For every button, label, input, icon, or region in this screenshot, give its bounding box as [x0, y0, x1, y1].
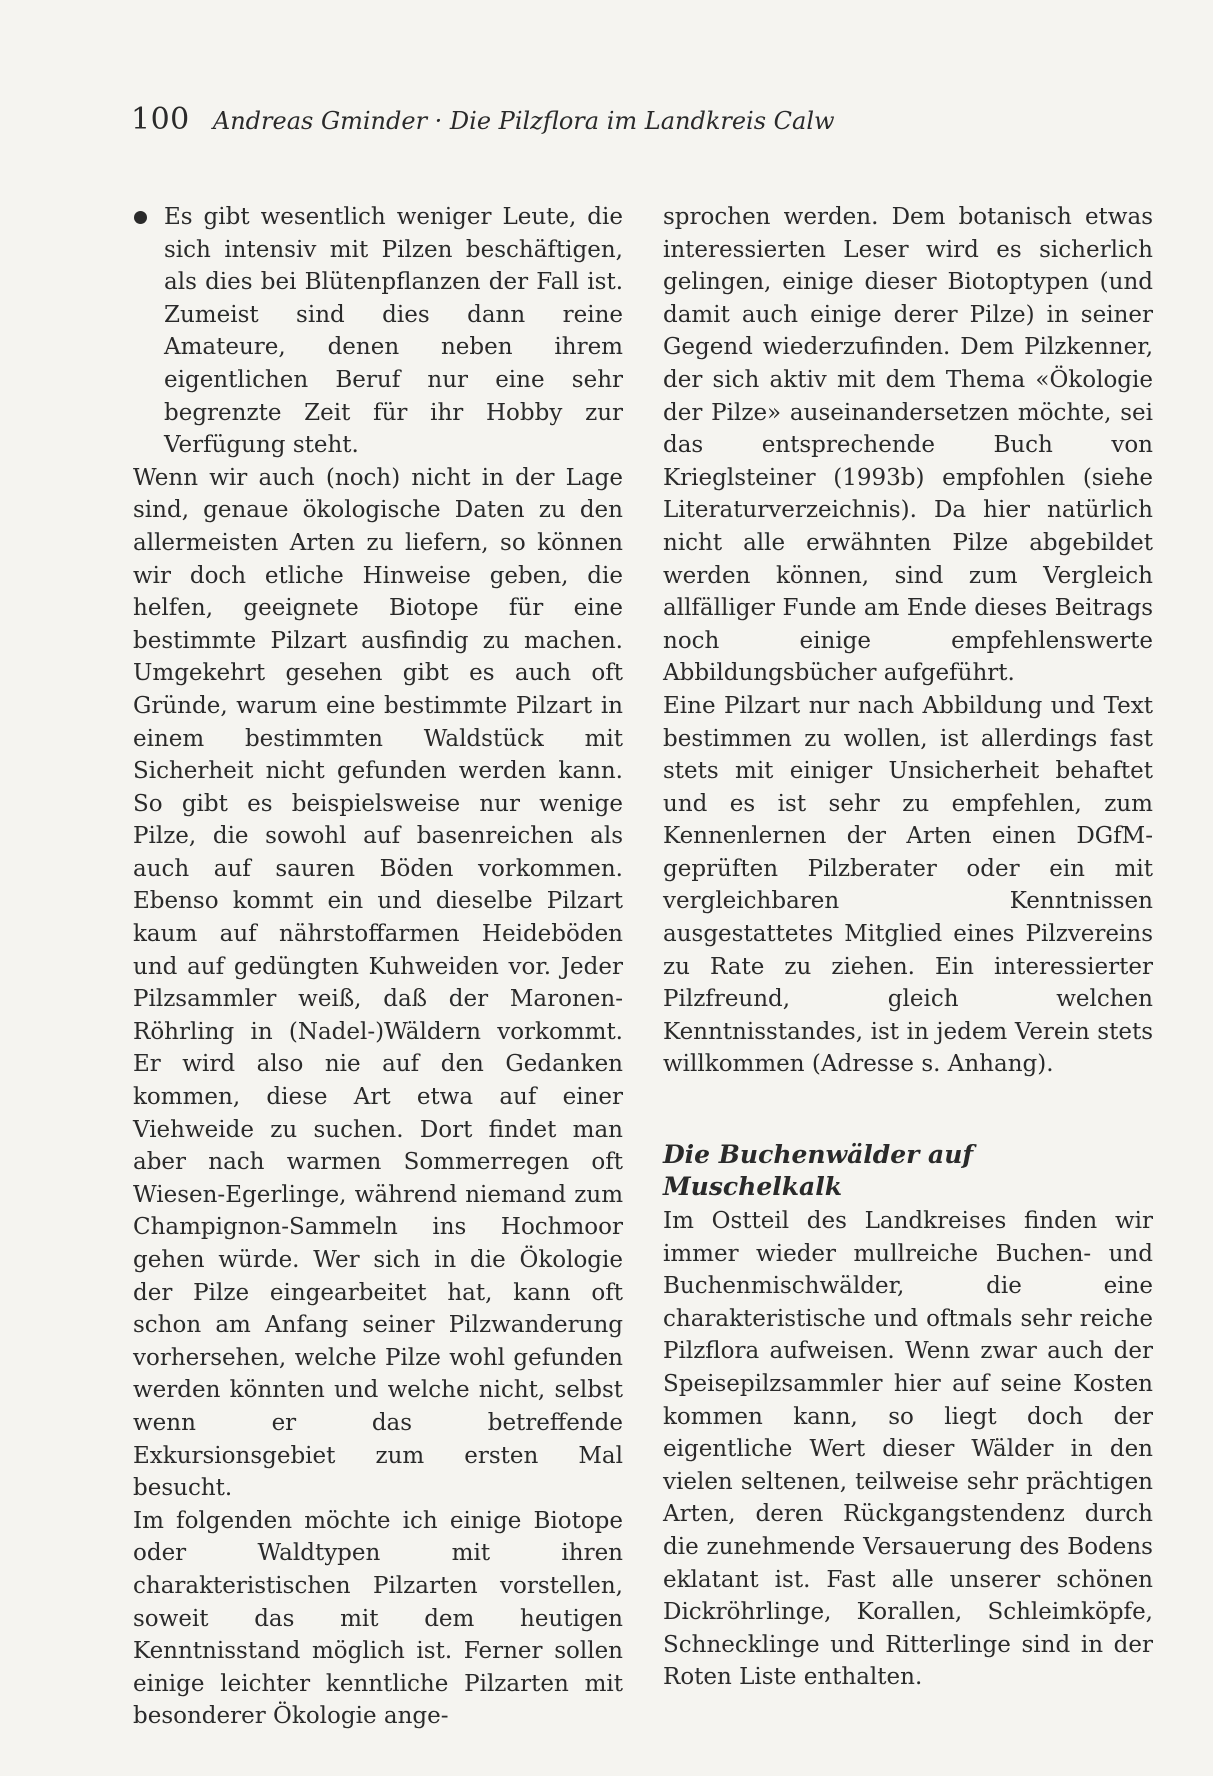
body-paragraph: sprochen werden. Dem botanisch etwas interessierten Leser wird es sicherlich gelingen, einige dieser Biotoptypen (und damit auch einige derer Pilze) in seiner Gegend wiederzufinden. Dem Pilzkenner, der sich aktiv mit dem Thema «Ökologie der Pilze» auseinandersetzen möchte, sei das entsprechende Buch von Krieglsteiner (1993b) empfohlen (siehe Literaturverzeichnis). Da hier natürlich nicht alle erwähnten Pilze abgebildet werden können, sind zum Vergleich allfälliger Funde am Ende dieses Beitrags noch einige empfehlenswerte Abbildungsbücher aufgeführt. — [663, 204, 1153, 687]
right-column — [663, 201, 1153, 1694]
running-title: Andreas Gminder · Die Pilzflora im Landkreis Calw — [212, 107, 835, 135]
body-paragraph: Im folgenden möchte ich einige Biotope oder Waldtypen mit ihren charakteristischen Pilzarten vorstellen, soweit das mit dem heutigen Kenntnisstand möglich ist. Ferner sollen einige leichter kenntliche Pilzarten mit besonderer Ökologie ange- — [133, 1507, 623, 1730]
left-column — [133, 201, 623, 1733]
bullet-icon — [134, 211, 147, 224]
running-header — [131, 102, 1071, 142]
section-heading: Die Buchenwälder auf Muschelkalk — [663, 1140, 974, 1202]
body-paragraph: Im Ostteil des Landkreises finden wir immer wieder mullreiche Buchen- und Buchenmischwälder, die eine charakteristische und oftmals sehr reiche Pilzflora aufweisen. Wenn zwar auch der Speisepilzsammler hier auf seine Kosten kommen kann, so liegt doch der eigentliche Wert dieser Wälder in den vielen seltenen, teilweise sehr prächtigen Arten, deren Rückgangstendenz durch die zunehmende Versauerung des Bodens eklatant ist. Fast alle unserer schönen Dickröhrlinge, Korallen, Schleimköpfe, Schnecklinge und Ritterlinge sind in der Roten Liste enthalten. — [663, 1208, 1153, 1691]
body-paragraph: Eine Pilzart nur nach Abbildung und Text bestimmen zu wollen, ist allerdings fast stets mit einiger Unsicherheit behaftet und es ist sehr zu empfehlen, zum Kennenlernen der Arten einen DGfM-geprüften Pilzberater oder ein mit vergleichbaren Kenntnissen ausgestattetes Mitglied eines Pilzvereins zu Rate zu ziehen. Ein interessierter Pilzfreund, gleich welchen Kenntnisstandes, ist in jedem Verein stets willkommen (Adresse s. Anhang). — [663, 692, 1153, 1078]
bullet-paragraph-text: Es gibt wesentlich weniger Leute, die sich intensiv mit Pilzen beschäftigen, als dies bei Blütenpflanzen der Fall ist. Zumeist sind dies dann reine Amateure, denen neben ihrem eigentlichen Beruf nur eine sehr begrenzte Zeit für ihr Hobby zur Verfügung steht. — [164, 204, 623, 459]
page-number: 100 — [131, 102, 190, 137]
body-paragraph: Wenn wir auch (noch) nicht in der Lage sind, genaue ökologische Daten zu den allermeisten Arten zu liefern, so können wir doch etliche Hinweise geben, die helfen, geeignete Biotope für eine bestimmte Pilzart ausfindig zu machen. Umgekehrt gesehen gibt es auch oft Gründe, warum eine bestimmte Pilzart in einem bestimmten Waldstück mit Sicherheit nicht gefunden werden kann. So gibt es beispielsweise nur wenige Pilze, die sowohl auf basenreichen als auch auf sauren Böden vorkommen. Ebenso kommt ein und dieselbe Pilzart kaum auf nährstoffarmen Heideböden und auf gedüngten Kuhweiden vor. Jeder Pilzsammler weiß, daß der Maronen-Röhrling in (Nadel-)Wäldern vorkommt. Er wird also nie auf den Gedanken kommen, diese Art etwa auf einer Viehweide zu suchen. Dort findet man aber nach warmen Sommerregen oft Wiesen-Egerlinge, während niemand zum Champignon-Sammeln ins Hochmoor gehen würde. Wer sich in die Ökologie der Pilze eingearbeitet hat, kann oft schon am Anfang seiner Pilzwanderung vorhersehen, welche Pilze wohl gefunden werden könnten und welche nicht, selbst wenn er das betreffende Exkursionsgebiet zum ersten Mal besucht. — [133, 464, 623, 1502]
bullet-paragraph — [133, 201, 623, 462]
